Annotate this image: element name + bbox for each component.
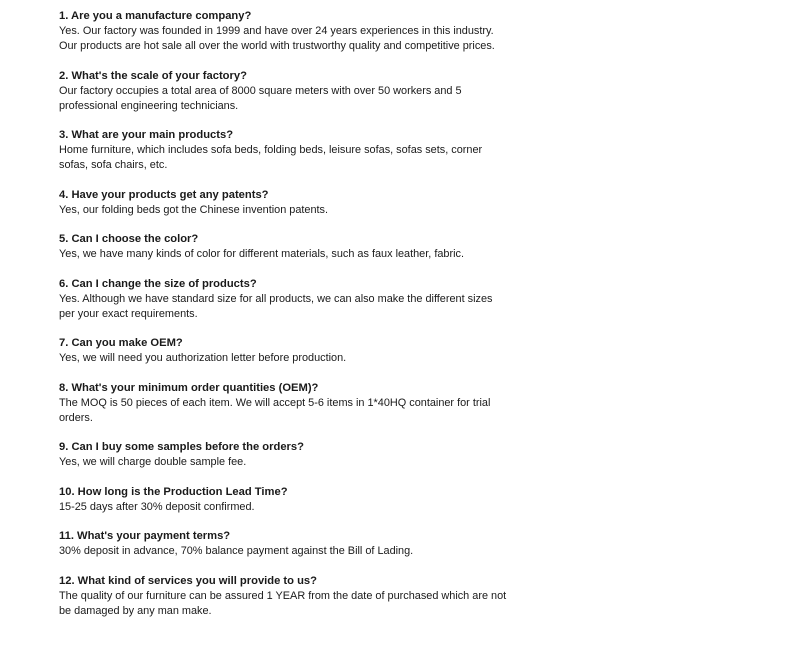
faq-question: 5. Can I choose the color?: [59, 233, 199, 245]
faq-question: 10. How long is the Production Lead Time?: [59, 485, 288, 498]
faq-question: 1. Are you a manufacture company?: [59, 10, 252, 22]
faq-answer: Yes, our folding beds got the Chinese invention patents.: [59, 203, 329, 216]
faq-question: 6. Can I change the size of products?: [59, 277, 257, 290]
faq-answer: The MOQ is 50 pieces of each item. We will accept 5-6 items in 1*40HQ container for trial orders.: [59, 396, 491, 424]
faq-question: 11. What's your payment terms?: [59, 530, 231, 542]
faq-question: 4. Have your products get any patents?: [59, 188, 269, 201]
faq-question: 8. What's your minimum order quantities (OEM)?: [59, 381, 319, 394]
faq-answer: Yes, we will need you authorization letter before production.: [59, 352, 347, 364]
faq-answer: Our factory occupies a total area of 8000 square meters with over 50 workers and 5 professional engineering technicians.: [59, 84, 462, 112]
faq-question: 3. What are your main products?: [59, 129, 234, 141]
faq-answer: Yes. Our factory was founded in 1999 and have over 24 years experiences in this industry. Our products are hot sale all over the world with trustworthy quality and competitive prices.: [59, 25, 495, 52]
faq-answer: 15-25 days after 30% deposit confirmed.: [59, 500, 255, 513]
faq-item-5: [59, 232, 519, 262]
faq-item-11: [59, 529, 519, 559]
faq-list: [59, 9, 519, 633]
faq-answer: The quality of our furniture can be assured 1 YEAR from the date of purchased which are not be damaged by any man make.: [59, 589, 507, 617]
faq-question: 2. What's the scale of your factory?: [59, 69, 247, 82]
faq-item-3: [59, 128, 519, 173]
faq-question: 9. Can I buy some samples before the orders?: [59, 441, 304, 453]
faq-answer: Yes. Although we have standard size for all products, we can also make the different sizes per your exact requirements.: [59, 292, 493, 320]
faq-answer: 30% deposit in advance, 70% balance payment against the Bill of Lading.: [59, 545, 414, 557]
faq-question: 7. Can you make OEM?: [59, 337, 183, 349]
faq-item-4: [59, 188, 519, 218]
faq-item-12: [59, 574, 519, 619]
faq-item-1: [59, 9, 519, 54]
faq-answer: Yes, we will charge double sample fee.: [59, 456, 247, 468]
faq-question: 12. What kind of services you will provide to us?: [59, 574, 317, 587]
faq-item-7: [59, 336, 519, 366]
faq-item-2: [59, 69, 519, 114]
faq-item-6: [59, 277, 519, 322]
faq-answer: Yes, we have many kinds of color for different materials, such as faux leather, fabric.: [59, 248, 464, 260]
faq-answer: Home furniture, which includes sofa beds, folding beds, leisure sofas, sofas sets, corner sofas, sofa chairs, etc.: [59, 144, 483, 171]
faq-item-10: [59, 485, 519, 515]
faq-item-8: [59, 381, 519, 426]
faq-item-9: [59, 440, 519, 470]
